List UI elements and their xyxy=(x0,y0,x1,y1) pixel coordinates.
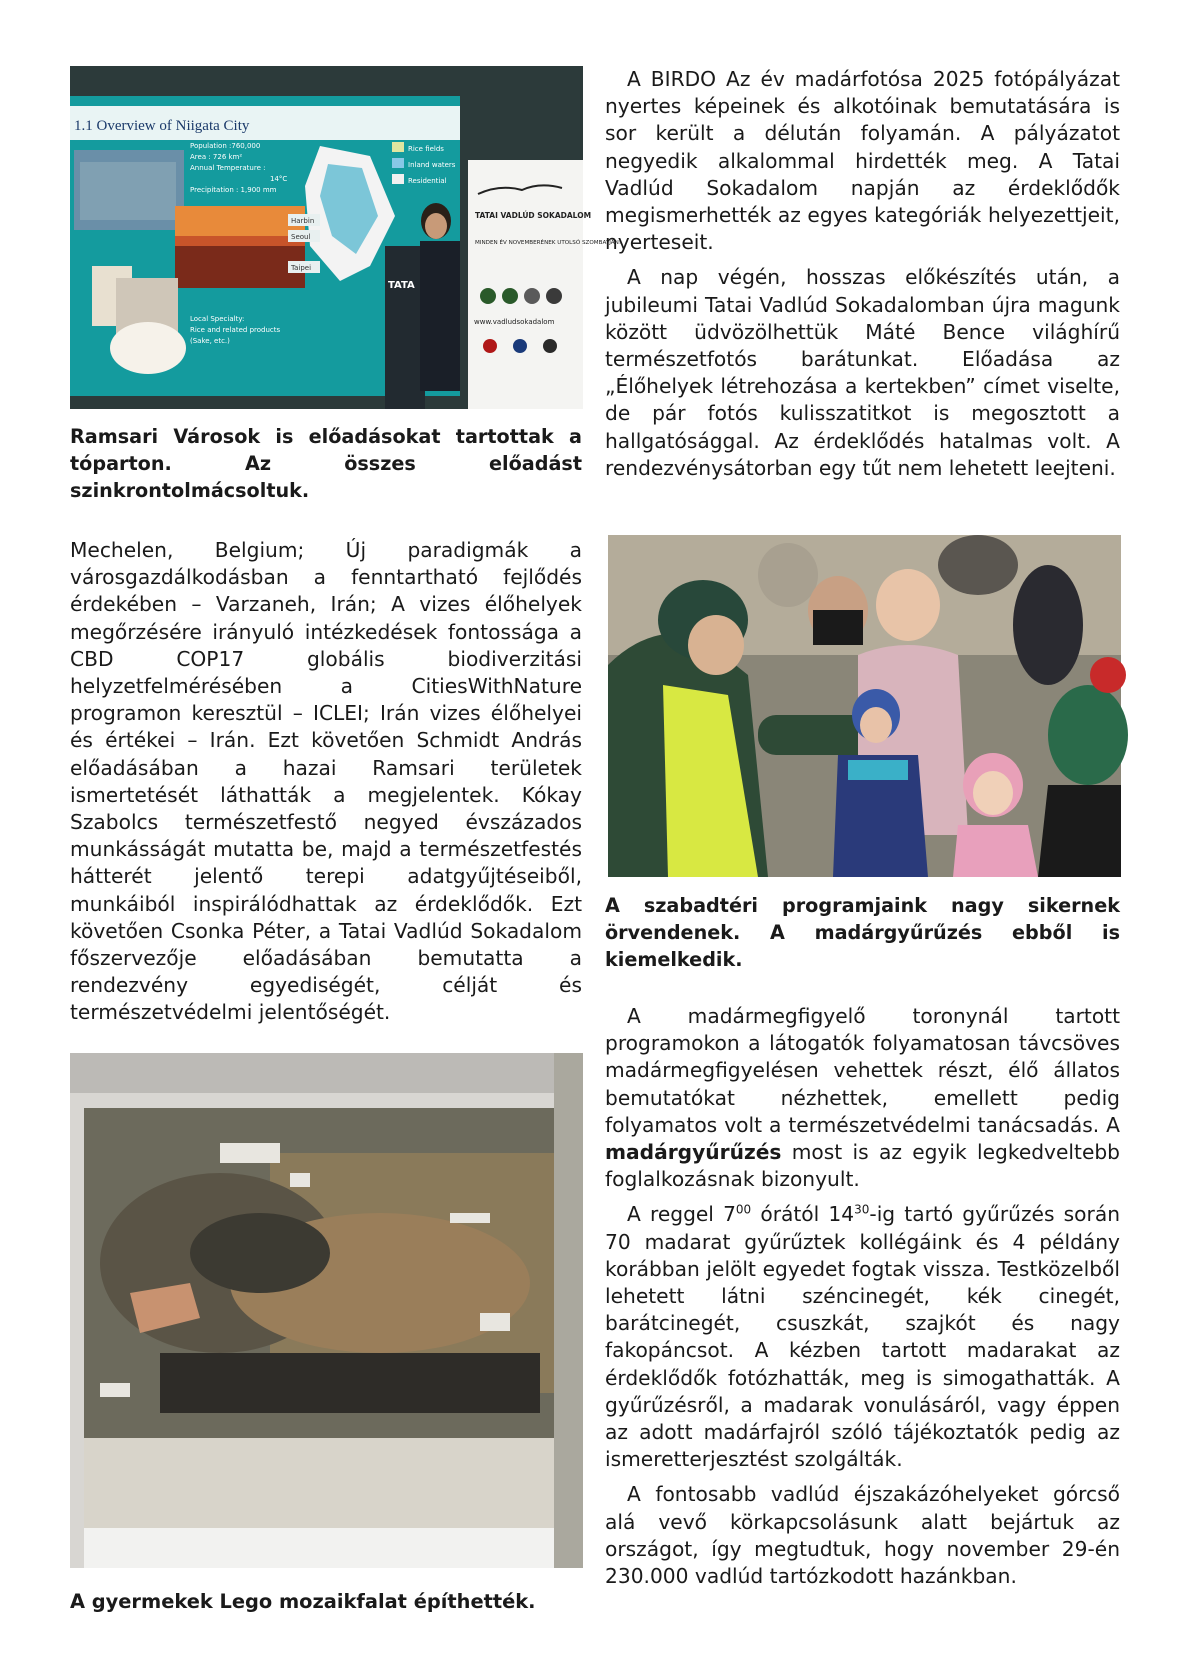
left-paragraph: Mechelen, Belgium; Új paradigmák a városgazdálkodásban a fenntartható fejlődés érdekében – Varzaneh, Irán; A vizes élőhelyek megőrzésére irányuló intézkedések fontossága a CBD COP17 globális biodiverzitási helyzetfelmérésében a CitiesWithNature programon keresztül – ICLEI; Irán vizes élőhelyei és értékei – Irán. Ezt követően Schmidt András előadásában a hazai Ramsari területek ismertetését láthatták a megjelentek. Kókay Szabolcs természetfestő negyed évszázados munkásságát mutatta be, majd a természetfestés hátterét jelentő terepi adatgyűjtéseiből, munkáiból inspirálódhattak az érdeklődők. Ezt követően Csonka Péter, a Tatai Vadlúd Sokadalom főszervezője előadásában bemutatta a rendezvény egyediségét, célját és természetvédelmi jelentőségét. xyxy=(70,538,582,1025)
slide-specialty-1: Local Specialty: xyxy=(190,315,245,323)
lego-illustration xyxy=(70,1053,583,1568)
banner-subtitle: MINDEN ÉV NOVEMBERÉNEK UTOLSÓ SZOMBATJÁN! xyxy=(475,240,622,246)
right-paragraph-5: A fontosabb vadlúd éjszakázóhelyeket górcső alá vevő körkapcsolásunk alatt bejártuk az országot, így megtudtuk, hogy november 29-én 230.000 vadlúd tartózkodott hazánkban. xyxy=(605,1482,1120,1589)
slide-title: 1.1 Overview of Niigata City xyxy=(74,118,250,134)
lego-mosaic-photo xyxy=(70,1053,583,1568)
slide-stat-2: Area : 726 km² xyxy=(190,153,243,161)
conference-photo xyxy=(70,66,622,409)
time-sup-2: 30 xyxy=(854,1202,870,1217)
bird-ringing-photo xyxy=(608,535,1121,877)
right-paragraph-3-bold: madárgyűrűzés xyxy=(605,1140,782,1165)
lego-caption: A gyermekek Lego mozaikfalat építhették. xyxy=(70,1590,536,1613)
right-paragraph-4-a: A reggel 7 xyxy=(627,1202,736,1227)
slide-stat-1: Population :760,000 xyxy=(190,142,261,150)
right-paragraph-3 xyxy=(605,1003,1120,1193)
right-paragraph-2: A nap végén, hosszas előkészítés után, a jubileumi Tatai Vadlúd Sokadalomban újra magunk között üdvözölhettük Máté Bence világhírű természetfotós barátunkat. Előadása az „Élőhelyek létrehozása a kertekben” címet viselte, de pár fotós kulisszatitkot is megosztott a hallgatósággal. Az érdeklődés hatalmas volt. A rendezvénysátorban egy tűt nem lehetett leejteni. xyxy=(605,265,1120,480)
podium-logo: TATA xyxy=(388,280,415,291)
right-paragraph-4-c: -ig tartó gyűrűzés során 70 madarat gyűrűztek kollégáink és 4 példány korábban jelölt egyedet fogtak vissza. Testközelből lehetett látni széncinegét, kék cinegét, barátcinegét, csuszkát, szajkót és nagy fakopáncsot. A kézben tartott madarakat az érdeklődők fotózhatták, meg is simogathatták. A gyűrűzésről, a madarak vonulásáról, vagy éppen az adott madárfajról szóló tájékoztatók pedig az ismeretterjesztést szolgálták. xyxy=(605,1202,1120,1472)
legend-3: Residential xyxy=(408,177,447,185)
place-2: Seoul xyxy=(291,233,311,241)
slide-stat-5: Precipitation : 1,900 mm xyxy=(190,186,277,194)
conference-illustration xyxy=(70,66,622,409)
right-paragraph-1: A BIRDO Az év madárfotósa 2025 fotópályázat nyertes képeinek és alkotóinak bemutatására is sor került a délután folyamán. A pályázatot negyedik alkalommal hirdették meg. A Tatai Vadlúd Sokadalom napján az érdeklődők megismerhették az egyes kategóriák helyezettjeit, nyerteseit. xyxy=(605,67,1120,255)
right-paragraph-3-a: A madármegfigyelő toronynál tartott programokon a látogatók folyamatosan távcsöves madármegfigyelésen vehettek részt, élő állatos bemutatókat nézhettek, emellett pedig folyamatos volt a természetvédelmi tanácsadás. A xyxy=(605,1004,1120,1137)
banner-title: TATAI VADLÚD SOKADALOM xyxy=(475,211,592,220)
slide-stat-4: 14°C xyxy=(270,175,288,183)
slide-specialty-3: (Sake, etc.) xyxy=(190,337,230,345)
legend-2: Inland waters xyxy=(408,161,456,169)
place-1: Harbin xyxy=(291,217,315,225)
right-paragraph-3-b: most is az egyik legkedveltebb foglalkozásnak bizonyult. xyxy=(605,1140,1120,1192)
left-article-text xyxy=(70,537,582,1035)
slide-specialty-2: Rice and related products xyxy=(190,326,281,334)
slide-stat-3: Annual Temperature : xyxy=(190,164,266,172)
legend-1: Rice fields xyxy=(408,145,444,153)
right-paragraph-4 xyxy=(605,1201,1120,1473)
right-paragraph-4-b: órától 14 xyxy=(751,1202,855,1227)
bird-ringing-caption: A szabadtéri programjaink nagy sikernek örvendenek. A madárgyűrűzés ebből is kiemelkedik. xyxy=(605,894,1120,971)
conference-caption: Ramsari Városok is előadásokat tartottak a tóparton. Az összes előadást szinkrontolmácsoltuk. xyxy=(70,425,582,502)
time-sup-1: 00 xyxy=(735,1202,752,1217)
place-3: Taipei xyxy=(291,264,312,272)
right-article-text-top xyxy=(605,66,1120,490)
bird-ringing-illustration xyxy=(608,535,1121,877)
banner-url: www.vadludsokadalom xyxy=(474,318,555,326)
right-article-text-bottom xyxy=(605,1003,1120,1598)
